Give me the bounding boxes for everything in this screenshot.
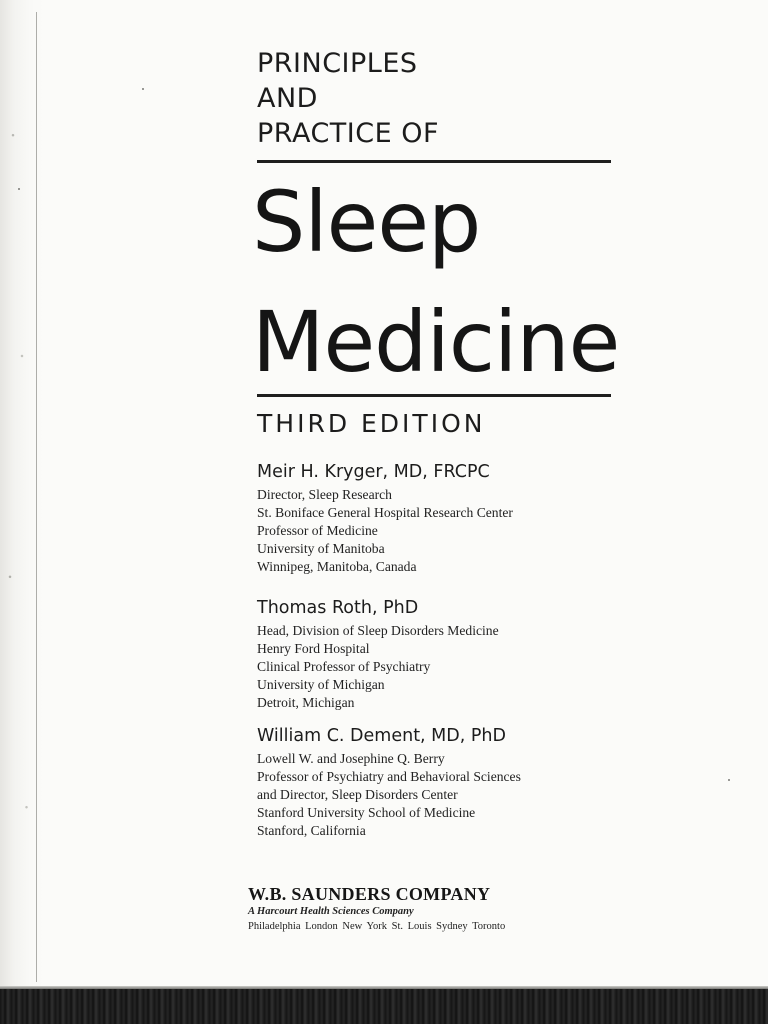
author-block bbox=[257, 597, 499, 712]
author-block bbox=[257, 725, 521, 840]
author-name: William C. Dement, MD, PhD bbox=[257, 726, 506, 746]
author-name: Meir H. Kryger, MD, FRCPC bbox=[257, 462, 490, 482]
series-title-line-1: PRINCIPLES bbox=[257, 48, 418, 79]
title-rule-top bbox=[257, 160, 611, 163]
edition-label: THIRD EDITION bbox=[257, 409, 486, 438]
series-title-line-2: AND bbox=[257, 83, 318, 114]
author-name: Thomas Roth, PhD bbox=[257, 598, 419, 618]
scan-bottom-edge bbox=[0, 989, 768, 1024]
scan-dust bbox=[142, 88, 144, 90]
author-affiliation-line: Lowell W. and Josephine Q. Berry bbox=[257, 751, 445, 766]
author-affiliation-line: Head, Division of Sleep Disorders Medicine bbox=[257, 623, 499, 638]
author-block bbox=[257, 461, 513, 576]
title-rule-bottom bbox=[257, 394, 611, 397]
scan-gutter bbox=[0, 0, 44, 1024]
author-affiliation-line: University of Manitoba bbox=[257, 541, 385, 556]
publisher-cities: Philadelphia London New York St. Louis Sydney Toronto bbox=[248, 921, 506, 932]
scan-specks bbox=[4, 20, 34, 980]
publisher-name: W.B. SAUNDERS COMPANY bbox=[248, 884, 491, 904]
binding-line bbox=[36, 12, 37, 982]
author-affiliation-line: University of Michigan bbox=[257, 677, 385, 692]
author-affiliation-line: and Director, Sleep Disorders Center bbox=[257, 787, 458, 802]
series-title bbox=[257, 46, 439, 151]
publisher-tagline: A Harcourt Health Sciences Company bbox=[248, 906, 414, 917]
scan-dust bbox=[728, 779, 730, 781]
scan-dust bbox=[18, 188, 20, 190]
author-affiliation-line: Stanford University School of Medicine bbox=[257, 805, 476, 820]
author-affiliation-line: Clinical Professor of Psychiatry bbox=[257, 659, 431, 674]
author-affiliation-line: Henry Ford Hospital bbox=[257, 641, 370, 656]
author-affiliation-line: Professor of Medicine bbox=[257, 523, 378, 538]
author-affiliation-line: Director, Sleep Research bbox=[257, 487, 392, 502]
author-affiliation-line: St. Boniface General Hospital Research Center bbox=[257, 505, 513, 520]
author-affiliation-line: Professor of Psychiatry and Behavioral Sciences bbox=[257, 769, 521, 784]
series-title-line-3: PRACTICE OF bbox=[257, 118, 440, 149]
main-title-line-2: Medicine bbox=[252, 293, 620, 391]
main-title-line-1: Sleep bbox=[252, 173, 481, 271]
author-affiliation-line: Winnipeg, Manitoba, Canada bbox=[257, 559, 417, 574]
author-affiliation-line: Stanford, California bbox=[257, 823, 366, 838]
publisher-block bbox=[248, 883, 505, 934]
author-affiliation-line: Detroit, Michigan bbox=[257, 695, 355, 710]
